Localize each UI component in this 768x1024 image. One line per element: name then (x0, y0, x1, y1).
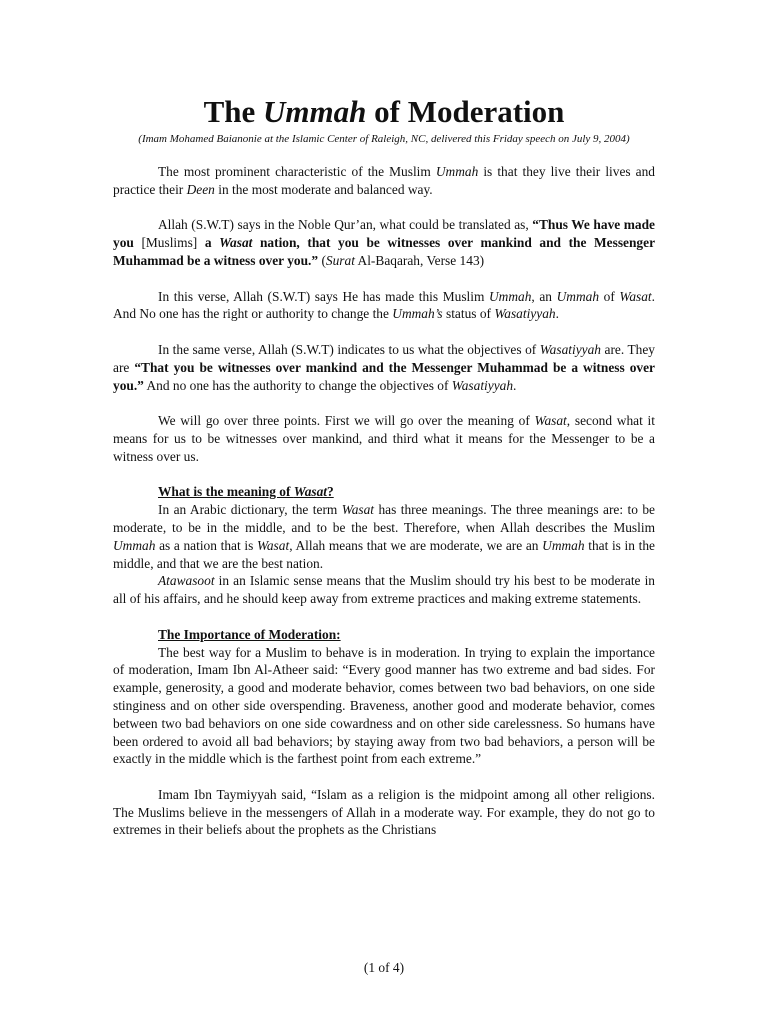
paragraph-importance: The best way for a Muslim to behave is in moderation. In trying to explain the importance of moderation, Imam Ibn Al-Atheer said: “Every good manner has two extreme and bad sides. For example, generosity, a good and moderate behavior, comes between two bad behaviors, on one side stinginess and on other side overspending. Braveness, another good and moderate behavior, comes between two bad behaviors on one side cowardness and on other side carelessness. So humans have been ordered to avoid all bad behaviors; by staying away from two bad behaviors, a person will be exactly in the middle which is the farthest point from each extreme.” (113, 644, 655, 767)
document-title (0, 92, 768, 132)
section-heading-importance: The Importance of Moderation: (158, 626, 341, 642)
paragraph-meaning: In an Arabic dictionary, the term Wasat has three meanings. The three meanings are: to be moderate, to be in the middle, and to be the best. Therefore, when Allah describes the Muslim Ummah as a nation that is Wasat, Allah means that we are moderate, we are an Ummah that is in the middle, and that we are the best nation. (113, 502, 655, 571)
paragraph-intro: The most prominent characteristic of the Muslim Ummah is that they live their lives and practice their Deen in the most moderate and balanced way. (113, 164, 655, 197)
title-text: The (203, 94, 264, 129)
paragraph-three-points: We will go over three points. First we will go over the meaning of Wasat, second what it means for us to be witnesses over mankind, and third what it means for the Messenger to be a witness over us. (113, 413, 655, 464)
paragraph-verse-explanation: In this verse, Allah (S.W.T) says He has made this Muslim Ummah, an Ummah of Wasat. And No one has the right or authority to change the Ummah’s status of Wasatiyyah. (113, 288, 655, 322)
document-subtitle: (Imam Mohamed Baianonie at the Islamic Center of Raleigh, NC, delivered this Friday speech on July 9, 2004) (138, 133, 630, 145)
page-number: (1 of 4) (363, 960, 405, 975)
title-italic-term: Ummah (263, 94, 367, 129)
document-body (113, 163, 655, 857)
title-text: of Moderation (366, 94, 565, 129)
paragraph-quran-verse: Allah (S.W.T) says in the Noble Qur’an, what could be translated as, “Thus We have made you [Muslims] a Wasat nation, that you be witnesses over mankind and the Messenger Muhammad be a witness over you.” (Surat Al-Baqarah, Verse 143) (113, 217, 656, 268)
paragraph-ibn-taymiyyah: Imam Ibn Taymiyyah said, “Islam as a religion is the midpoint among all other religions. The Muslims believe in the messengers of Allah in a moderate way. For example, they do not go to extremes in their beliefs about the prophets as the Christians (113, 786, 655, 838)
paragraph-objectives: In the same verse, Allah (S.W.T) indicates to us what the objectives of Wasatiyyah are. They are “That you be witnesses over mankind and the Messenger Muhammad be a witness over you.” And no one has the authority to change the objectives of Wasatiyyah. (113, 341, 655, 393)
section-heading-meaning: What is the meaning of Wasat? (158, 484, 334, 500)
paragraph-atawasoot: Atawasoot in an Islamic sense means that the Muslim should try his best to be moderate in all of his affairs, and he should keep away from extreme practices and making extreme statements. (113, 573, 655, 607)
